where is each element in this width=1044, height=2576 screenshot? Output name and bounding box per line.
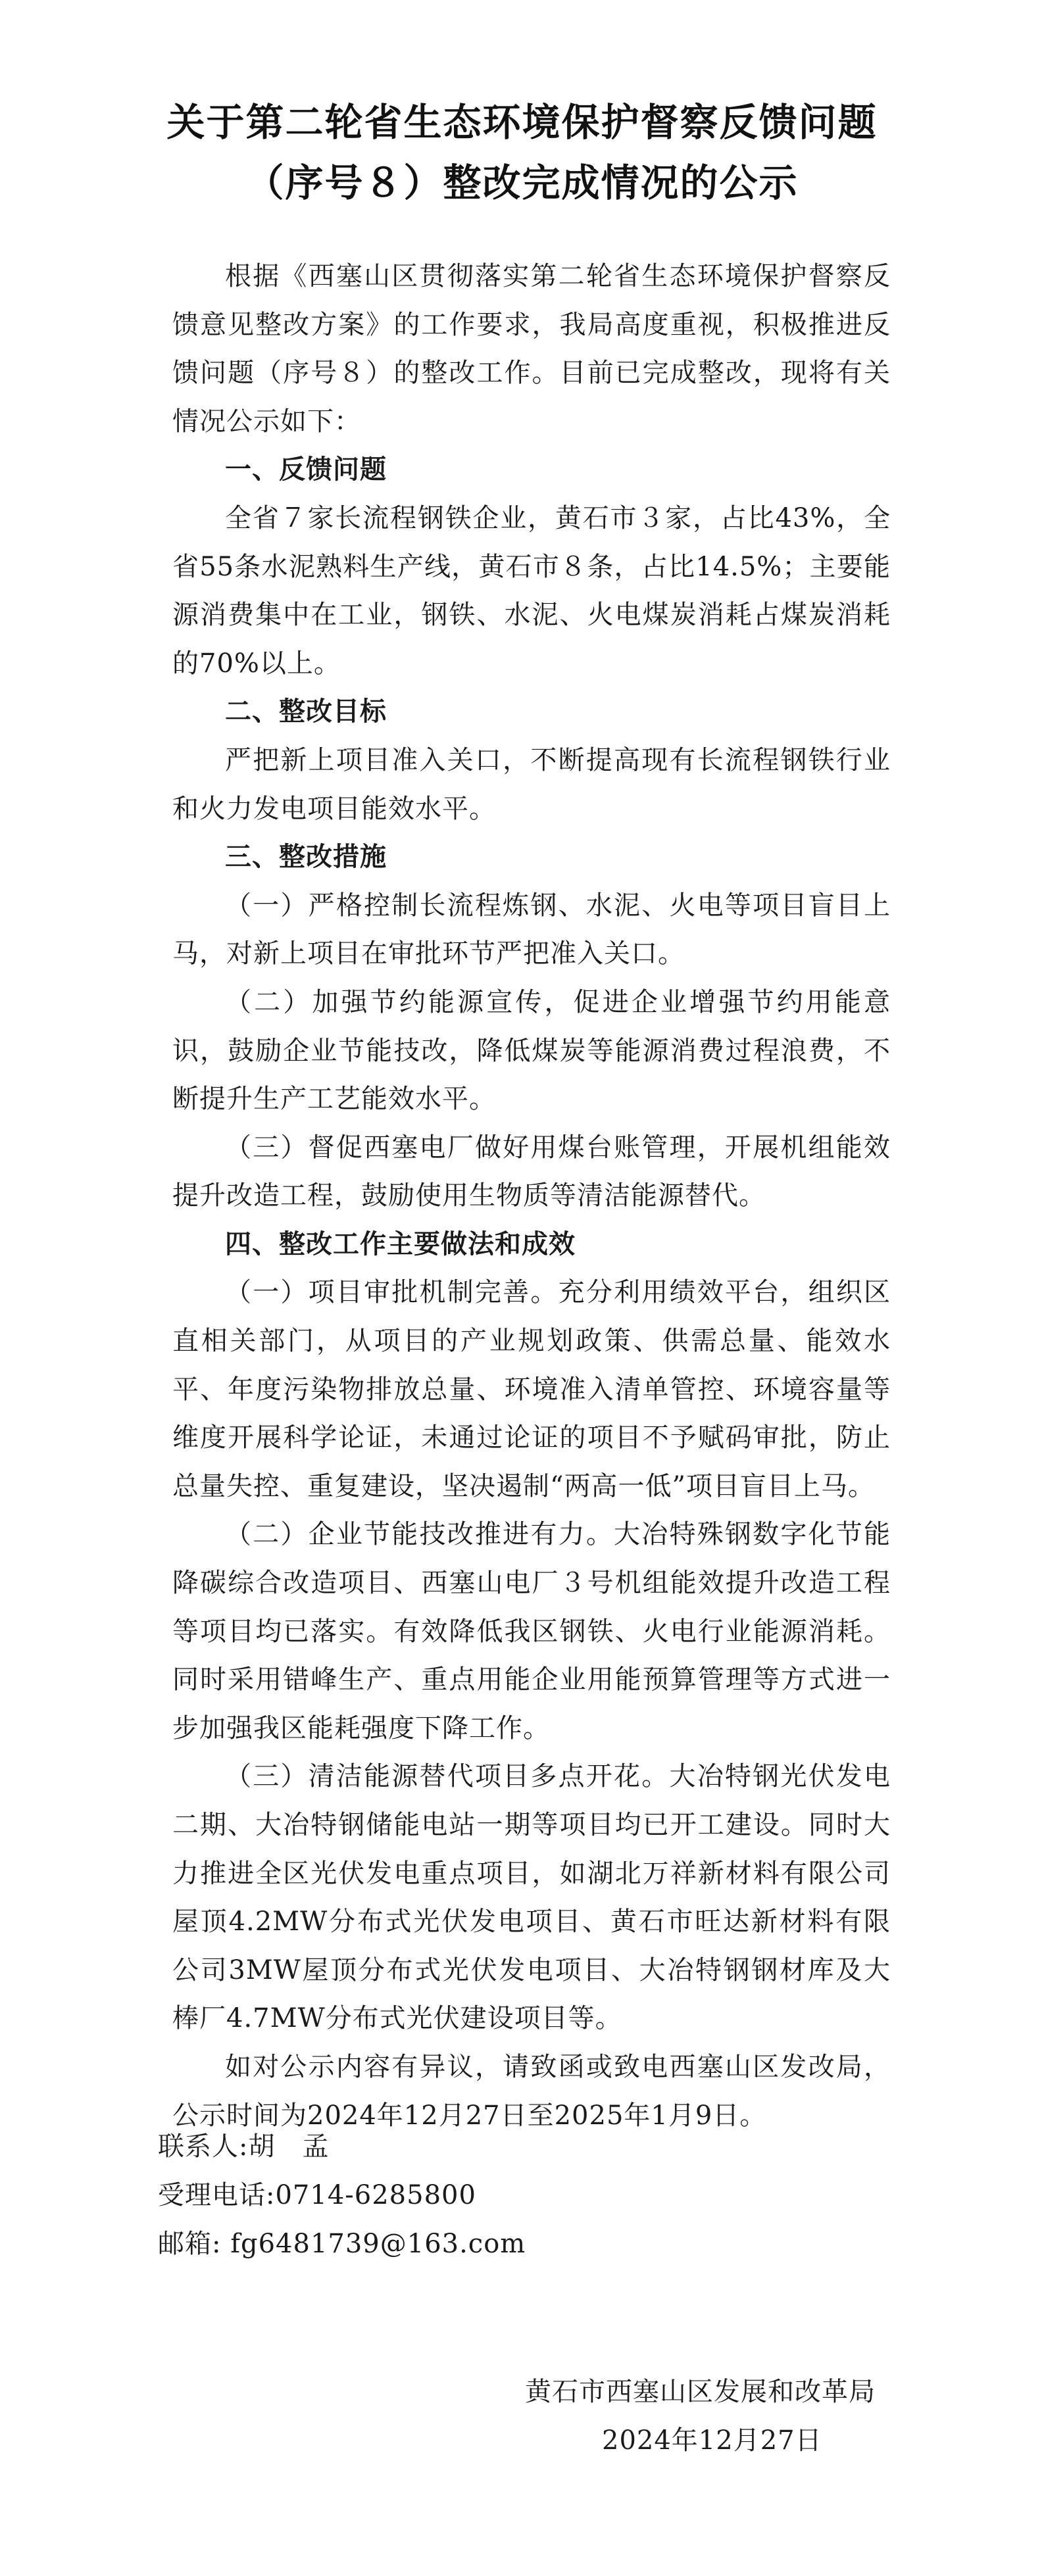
measure-paragraph-3: （三）督促西塞电厂做好用煤台账管理，开展机组能效提升改造工程，鼓励使用生物质等清洁能源替代。 [172,1132,891,1211]
section-heading-results: 四、整改工作主要做法和成效 [225,1228,576,1259]
result-paragraph-3: （三）清洁能源替代项目多点开花。大冶特钢光伏发电二期、大冶特钢储能电站一期等项目均已开工建设。同时大力推进全区光伏发电重点项目，如湖北万祥新材料有限公司屋顶4.2MW分布式光伏发电项目、黄石市旺达新材料有限公司3MW屋顶分布式光伏发电项目、大冶特钢钢材库及大棒厂4.7MW分布式光伏建设项目等。 [172,1761,891,2034]
issue-date: 2024年12月27日 [602,2425,822,2456]
result-paragraph-1: （一）项目审批机制完善。充分利用绩效平台，组织区直相关部门，从项目的产业规划政策、供需总量、能效水平、年度污染物排放总量、环境准入清单管控、环境容量等维度开展科学论证，未通过论证的项目不予赋码审批，防止总量失控、重复建设，坚决遏制“两高一低”项目盲目上马。 [172,1277,891,1501]
goal-paragraph: 严把新上项目准入关口，不断提高现有长流程钢铁行业和火力发电项目能效水平。 [172,744,891,824]
document-body [172,253,891,2140]
contact-phone: 受理电话:0714-6285800 [158,2180,476,2210]
section-heading-measures: 三、整改措施 [225,842,387,873]
contact-block [158,2122,750,2268]
objection-paragraph: 如对公示内容有异议，请致函或致电西塞山区发改局，公示时间为2024年12月27日至2025年1月9日。 [172,2051,891,2131]
feedback-paragraph: 全省７家长流程钢铁企业，黄石市３家，占比43%，全省55条水泥熟料生产线，黄石市８条，占比14.5%；主要能源消费集中在工业，钢铁、水泥、火电煤炭消耗占煤炭消耗的70%以上。 [172,502,891,679]
issuing-organization: 黄石市西塞山区发展和改革局 [525,2377,876,2407]
document-title-line-1: 关于第二轮省生态环境保护督察反馈问题 [166,100,878,145]
document-title-line-2: （序号８）整改完成情况的公示 [245,160,799,205]
contact-email: 邮箱: fg6481739@163.com [158,2229,526,2259]
result-paragraph-2: （二）企业节能技改推进有力。大冶特殊钢数字化节能降碳综合改造项目、西塞山电厂３号机组能效提升改造工程等项目均已落实。有效降低我区钢铁、火电行业能源消耗。同时采用错峰生产、重点用能企业用能预算管理等方式进一步加强我区能耗强度下降工作。 [172,1519,891,1743]
measure-paragraph-2: （二）加强节约能源宣传，促进企业增强节约用能意识，鼓励企业节能技改，降低煤炭等能源消费过程浪费，不断提升生产工艺能效水平。 [172,986,891,1115]
contact-person: 联系人:胡 孟 [158,2131,330,2162]
intro-paragraph: 根据《西塞山区贯彻落实第二轮省生态环境保护督察反馈意见整改方案》的工作要求，我局高度重视，积极推进反馈问题（序号８）的整改工作。目前已完成整改，现将有关情况公示如下： [172,261,891,437]
section-heading-feedback: 一、反馈问题 [225,454,387,485]
section-heading-goal: 二、整改目标 [225,696,387,727]
measure-paragraph-1: （一）严格控制长流程炼钢、水泥、火电等项目盲目上马，对新上项目在审批环节严把准入关口。 [172,890,891,969]
